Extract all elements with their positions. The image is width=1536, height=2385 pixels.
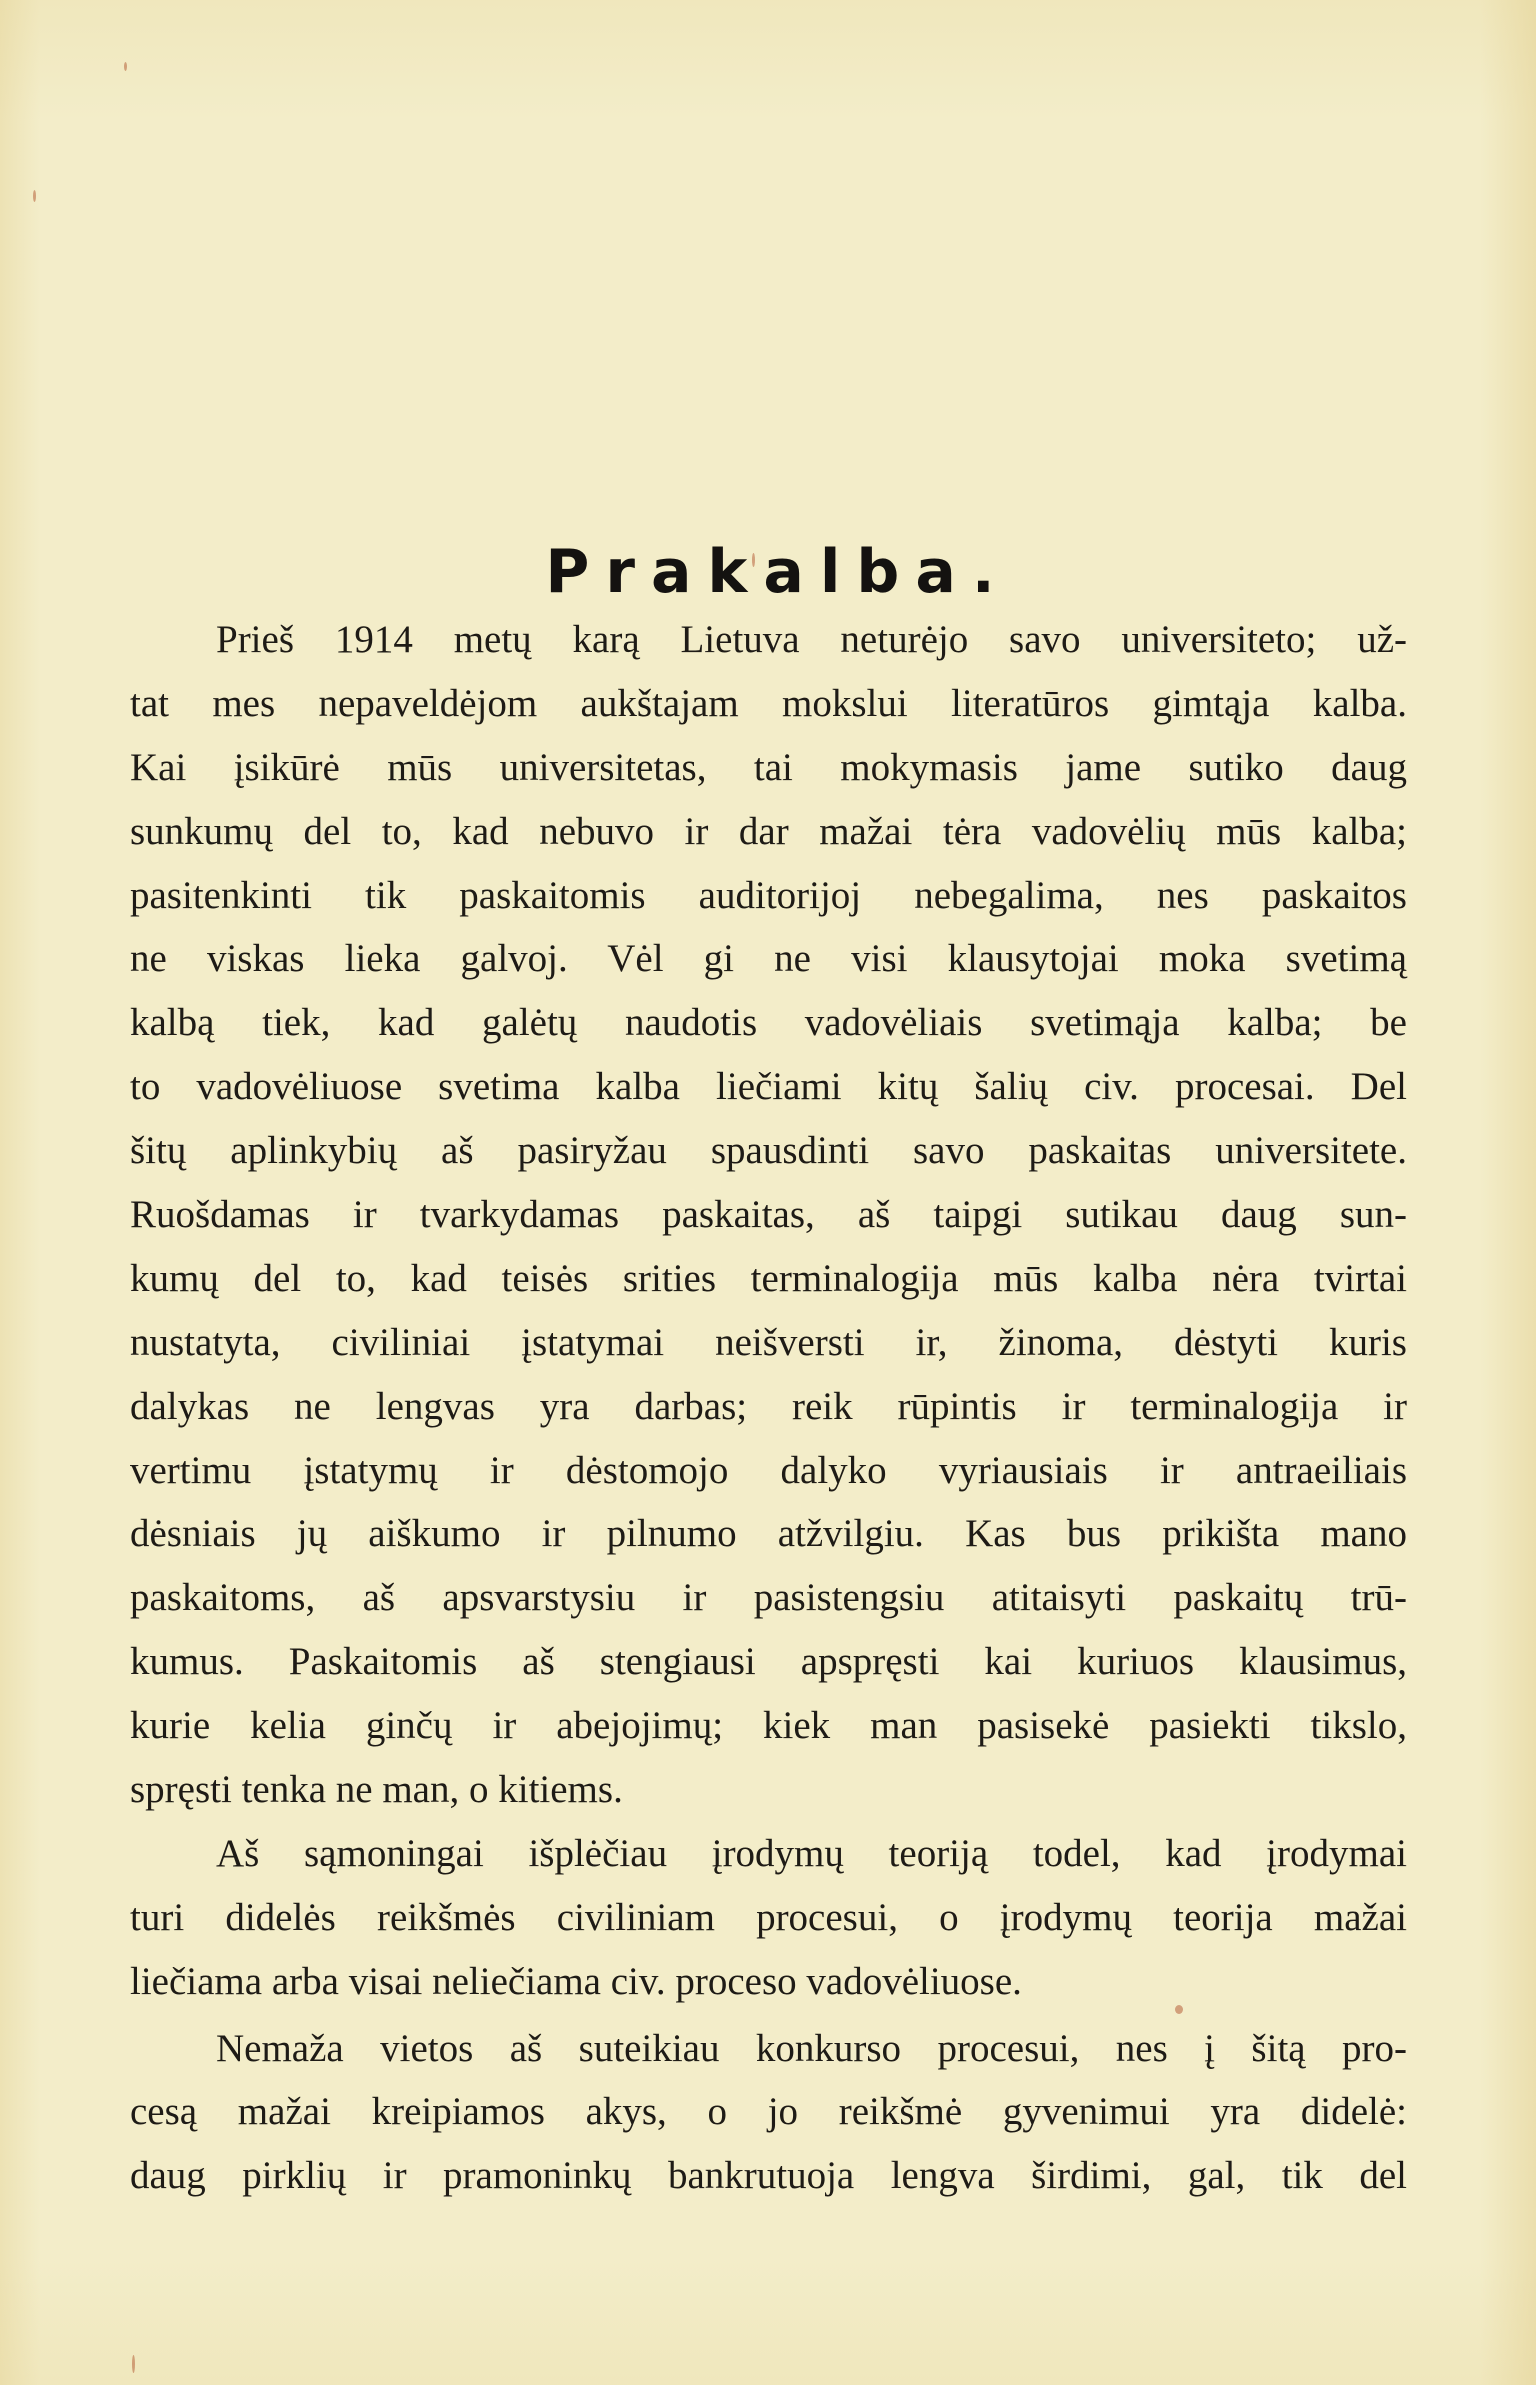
text-line: to vadovėliuose svetima kalba liečiami kitų šalių civ. procesai. Del	[130, 1065, 1407, 1109]
text-line: Kai įsikūrė mūs universitetas, tai mokymasis jame sutiko daug	[130, 745, 1407, 789]
body-text	[130, 608, 1407, 2208]
text-line: cesą mažai kreipiamos akys, o jo reikšmė gyvenimui yra didelė:	[130, 2090, 1407, 2134]
text-line: nustatyta, civiliniai įstatymai neišversti ir, žinoma, dėstyti kuris	[130, 1320, 1407, 1364]
text-line: ne viskas lieka galvoj. Vėl gi ne visi klausytojai moka svetimą	[130, 937, 1407, 981]
text-line: tat mes nepaveldėjom aukštajam mokslui literatūros gimtąja kalba.	[130, 681, 1407, 725]
text-line: vertimu įstatymų ir dėstomojo dalyko vyriausiais ir antraeiliais	[130, 1448, 1407, 1492]
text-line: Prieš 1914 metų karą Lietuva neturėjo savo universiteto; už-	[216, 618, 1407, 661]
text-line: kalbą tiek, kad galėtų naudotis vadovėliais svetimąja kalba; be	[130, 1001, 1407, 1045]
paper-speck	[124, 62, 127, 71]
text-line: kumų del to, kad teisės srities terminalogija mūs kalba nėra tvirtai	[130, 1256, 1407, 1300]
text-line: turi didelės reikšmės civiliniam procesui, o įrodymų teorija mažai	[130, 1895, 1407, 1939]
page-title: Prakalba.	[545, 537, 1011, 608]
text-line: sunkumų del to, kad nebuvo ir dar mažai tėra vadovėlių mūs kalba;	[130, 809, 1407, 853]
text-line: Nemaža vietos aš suteikiau konkurso procesui, nes į šitą pro-	[216, 2026, 1407, 2070]
text-line: paskaitoms, aš apsvarstysiu ir pasistengsiu atitaisyti paskaitų trū-	[130, 1576, 1407, 1620]
text-line: pasitenkinti tik paskaitomis auditorijoj nebegalima, nes paskaitos	[130, 873, 1407, 917]
text-line: Aš sąmoningai išplėčiau įrodymų teoriją todel, kad įrodymai	[216, 1831, 1407, 1875]
text-line: kumus. Paskaitomis aš stengiausi apspręsti kai kuriuos klausimus,	[130, 1640, 1407, 1684]
text-line: dėsniais jų aiškumo ir pilnumo atžvilgiu. Kas bus prikišta mano	[130, 1512, 1407, 1556]
text-line: Ruošdamas ir tvarkydamas paskaitas, aš taipgi sutikau daug sun-	[130, 1193, 1407, 1237]
paragraph	[130, 1822, 1407, 2014]
paper-speck	[33, 190, 36, 202]
text-line: spręsti tenka ne man, o kitiems.	[130, 1768, 623, 1812]
text-line: kurie kelia ginčų ir abejojimų; kiek man pasisekė pasiekti tikslo,	[130, 1704, 1407, 1748]
paper-speck	[132, 2355, 135, 2373]
text-line: šitų aplinkybių aš pasiryžau spausdinti savo paskaitas universitete.	[130, 1129, 1407, 1173]
text-line: liečiama arba visai neliečiama civ. proceso vadovėliuose.	[130, 1959, 1022, 2003]
paragraph	[130, 608, 1407, 1822]
text-line: dalykas ne lengvas yra darbas; reik rūpintis ir terminalogija ir	[130, 1384, 1407, 1428]
paragraph	[130, 2017, 1407, 2209]
text-line: daug pirklių ir pramoninkų bankrutuoja lengva širdimi, gal, tik del	[130, 2154, 1407, 2198]
